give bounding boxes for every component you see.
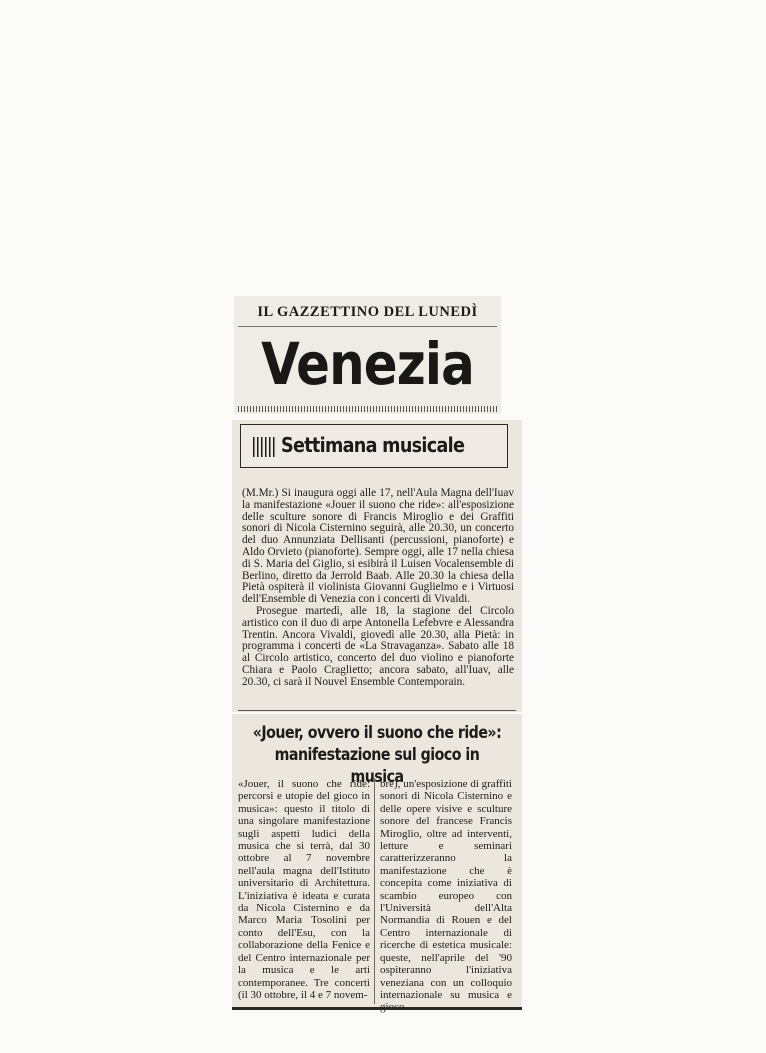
newspaper-masthead [234,296,501,414]
article-settimana-musicale [232,420,522,712]
article-body [242,488,514,689]
masthead-rule [238,326,497,327]
masthead-dotted-rule [238,406,497,412]
column-text: «Jouer, il suono che ride: percorsi e utopie del gioco in musica»: questo il titolo di una singolare manifestazione sugli aspetti ludici della musica che si terrà, dal 30 ottobre al 7 novembre nell'aula magna dell'Istituto universitario di Architettura. L'iniziativa è ideata e curata da Nicola Cisternino e da Marco Maria Tosolini per conto dell'Esu, con la collaborazione della Fenice e del Centro internazionale per la musica e le arti contemporanee. Tre concerti (il 30 ottobre, il 4 e 7 novem- [238,778,370,1001]
divider [238,710,516,711]
newspaper-name: IL GAZZETTINO DEL LUNEDÌ [257,304,478,320]
article-column-right [380,778,512,1014]
city-title: Venezia [261,330,474,398]
section-title: Settimana musicale [281,433,465,457]
article-paragraph: (M.Mr.) Si inaugura oggi alle 17, nell'Aula Magna dell'Iuav la manifestazione «Jouer il suono che ride»: all'esposizione delle sculture sonore di Francis Miroglio e dei Graffiti sonori di Nicola Cisternino seguirà, alle 20.30, un concerto del duo Annunziata Dellisanti (percussioni, pianoforte) e Aldo Orvieto (pianoforte). Sempre oggi, alle 17 nella chiesa di S. Maria del Giglio, si esibirà il Luisen Vocalensemble di Berlino, diretto da Jerrold Baab. Alle 20.30 la chiesa della Pietà ospiterà il violinista Giovanni Guglielmo e i Virtuosi dell'Ensemble di Venezia con i concerti di Vivaldi. [242,487,514,606]
article-jouer [232,714,522,1010]
column-text: bre), un'esposizione di graffiti sonori di Nicola Cisternino e delle opere visive e sculture sonore del francese Francis Miroglio, oltre ad interventi, letture e seminari caratterizzeranno la manifestazione che è concepita come iniziativa di scambio europeo con l'Università dell'Alta Normandia di Rouen e del Centro internazionale di ricerche di estetica musicale: queste, nell'aprile del '90 ospiteranno l'iniziativa veneziana con un colloquio internazionale su musica e [380,778,512,1001]
section-header-box [240,424,508,468]
article-paragraph: Prosegue martedì, alle 18, la stagione del Circolo artistico con il duo di arpe Antonella Lefebvre e Alessandra Trentin. Ancora Vivaldi, giovedì alle 20.30, alla Pietà: in programma i concerti de «La Stravaganza». Sabato alle 18 al Circolo artistico, concerto del duo violino e pianoforte Chiara e Paolo Craglietto; ancora sabato, all'Iuav, alle 20.30, ci sarà il Nouvel Ensemble Contemporain. [242,604,514,688]
headline-line-2: manifestazione sul gioco in musica [274,745,480,786]
column-divider [374,778,375,1004]
bottom-rule [232,1007,522,1010]
headline-line-1: «Jouer, ovvero il suono che ride»: [252,723,502,742]
article-column-left [238,778,370,1001]
section-bars-icon [253,437,275,457]
